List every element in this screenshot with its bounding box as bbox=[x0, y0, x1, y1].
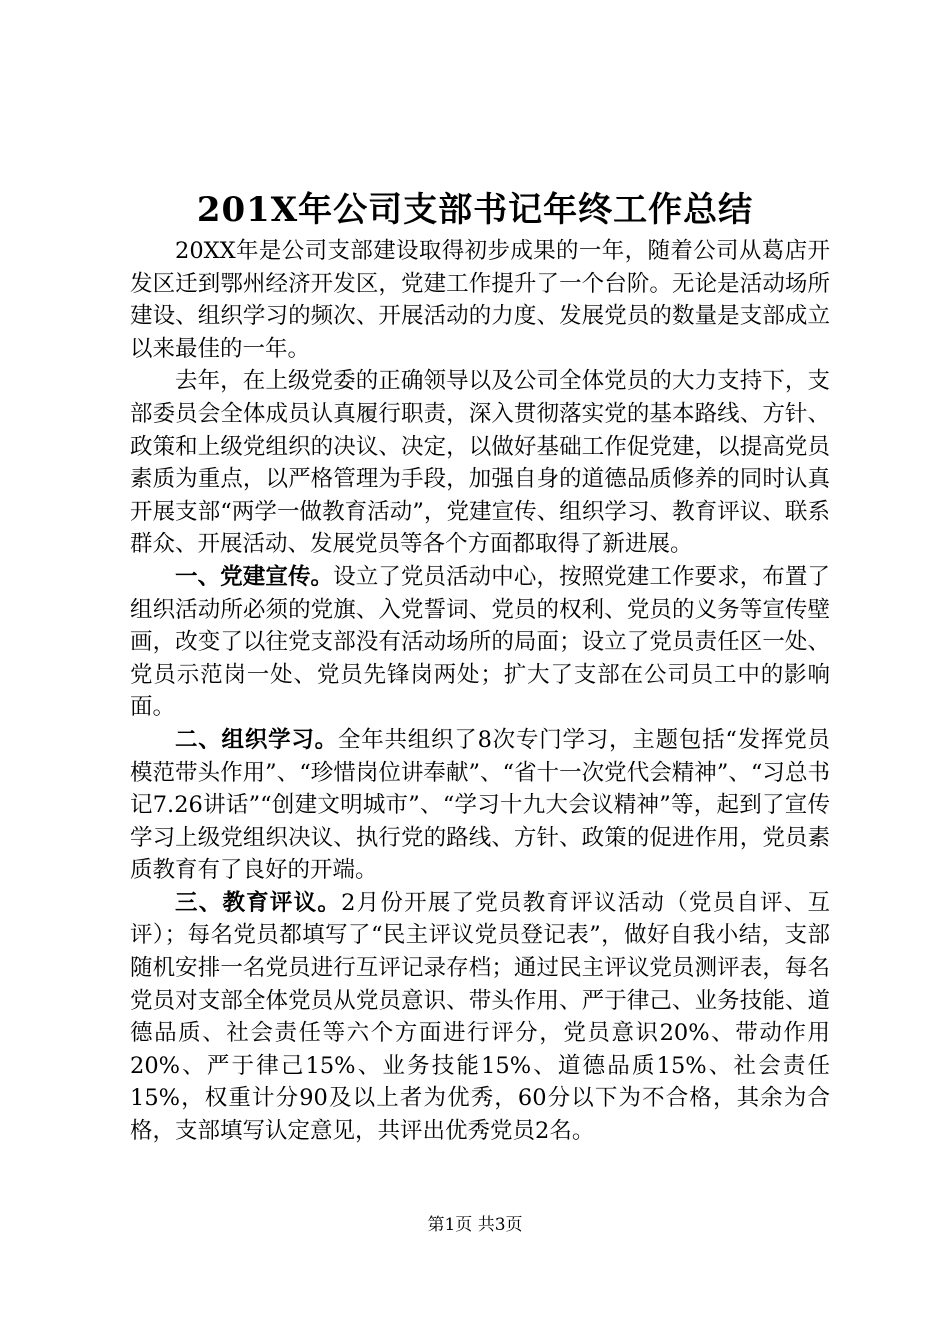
paragraph-text: 设立了党员活动中心，按照党建工作要求，布置了组织活动所必须的党旗、入党誓词、党员的权利、党员的义务等宣传壁画，改变了以往党支部没有活动场所的局面；设立了党员责任区一处、党员示范岗一处、党员先锋岗两处；扩大了支部在公司员工中的影响面。 bbox=[130, 563, 830, 721]
section-heading-publicity: 一、党建宣传。 bbox=[175, 563, 334, 590]
paragraph-text: 20XX年是公司支部建设取得初步成果的一年，随着公司从葛店开发区迁到鄂州经济开发区，党建工作提升了一个台阶。无论是活动场所建设、组织学习的频次、开展活动的力度、发展党员的数量是支部成立以来最佳的一年。 bbox=[130, 238, 830, 362]
paragraph-text: 2月份开展了党员教育评议活动（党员自评、互评）；每名党员都填写了“民主评议党员登记表”，做好自我小结，支部随机安排一名党员进行互评记录存档；通过民主评议党员测评表，每名党员对支部全体党员从党员意识、带头作用、严于律己、业务技能、道德品质、社会责任等六个方面进行评分，党员意识20%、带动作用20%、严于律己15%、业务技能15%、道德品质15%、社会责任15%，权重计分90及以上者为优秀，60分以下为不合格，其余为合格，支部填写认定意见，共评出优秀党员2名。 bbox=[130, 889, 830, 1145]
section-heading-study: 二、组织学习。 bbox=[175, 726, 338, 753]
paragraph-overview bbox=[130, 365, 830, 561]
paragraph-text: 全年共组织了8次专门学习，主题包括“发挥党员模范带头作用”、“珍惜岗位讲奉献”、“省十一次党代会精神”、“习总书记7.26讲话”“创建文明城市”、“学习十九大会议精神”等，起到了宣传学习上级党组织决议、执行党的路线、方针、政策的促进作用，党员素质教育有了良好的开端。 bbox=[130, 726, 830, 884]
document-body bbox=[130, 235, 830, 1148]
paragraph-section-3 bbox=[130, 887, 830, 1148]
page-number-footer: 第1页 共3页 bbox=[427, 1215, 523, 1235]
paragraph-section-2 bbox=[130, 724, 830, 887]
paragraph-intro bbox=[130, 235, 830, 365]
paragraph-section-1 bbox=[130, 561, 830, 724]
section-heading-evaluation: 三、教育评议。 bbox=[175, 889, 342, 916]
document-title: 201X年公司支部书记年终工作总结 bbox=[196, 190, 754, 230]
paragraph-text: 去年，在上级党委的正确领导以及公司全体党员的大力支持下，支部委员会全体成员认真履行职责，深入贯彻落实党的基本路线、方针、政策和上级党组织的决议、决定，以做好基础工作促党建，以提高党员素质为重点，以严格管理为手段，加强自身的道德品质修养的同时认真开展支部“两学一做教育活动”，党建宣传、组织学习、教育评议、联系群众、开展活动、发展党员等各个方面都取得了新进展。 bbox=[130, 368, 830, 558]
